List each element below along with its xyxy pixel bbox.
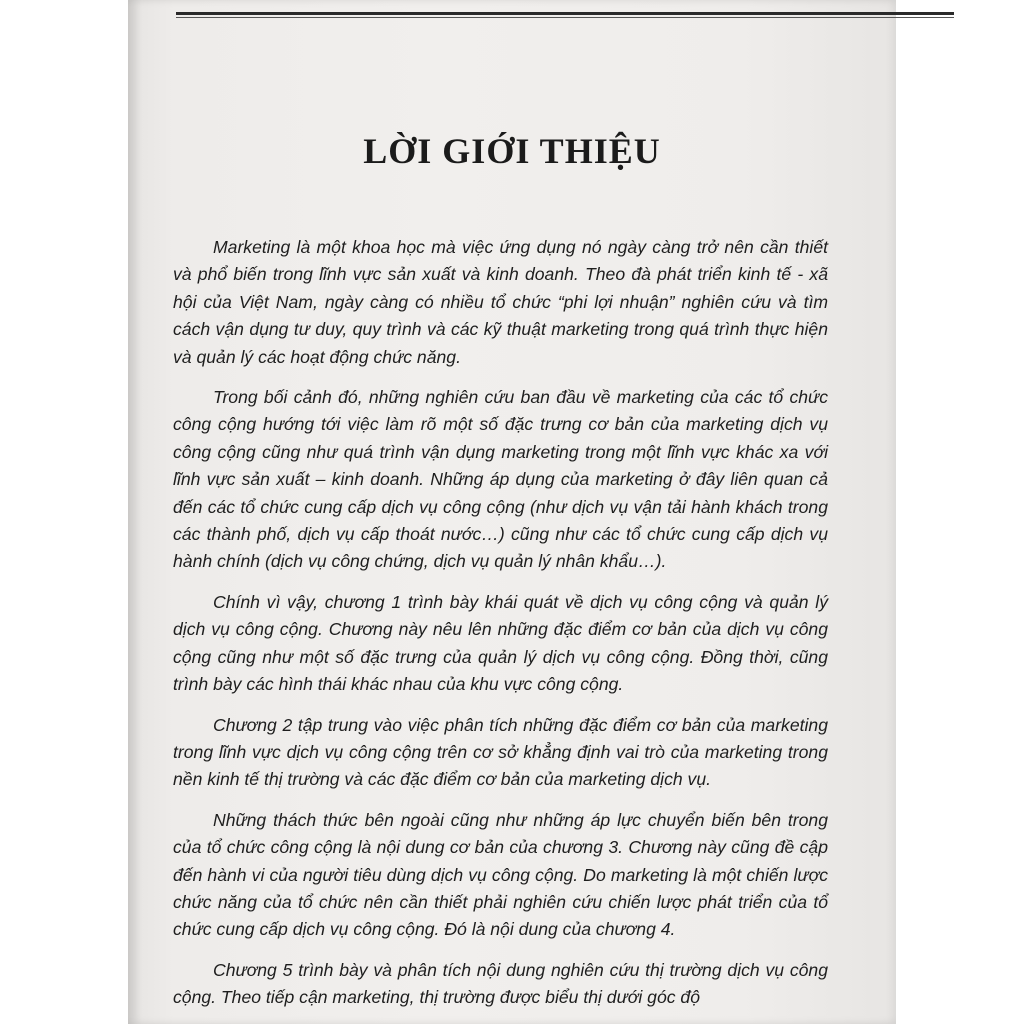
paragraph-4: Chương 2 tập trung vào việc phân tích những đặc điểm cơ bản của marketing trong lĩnh vực dịch vụ công cộng trên cơ sở khẳng định vai trò của marketing trong nền kinh tế thị trường và các đặc điểm cơ bản của marketing dịch vụ. bbox=[173, 714, 828, 790]
header-rule bbox=[176, 12, 954, 15]
paragraph-5: Những thách thức bên ngoài cũng như những áp lực chuyển biến bên trong của tổ chức công cộng là nội dung cơ bản của chương 3. Chương này cũng đề cập đến hành vi của người tiêu dùng dịch vụ công cộng. Do marketing là một chiến lược chức năng của tổ chức nên cần thiết phải nghiên cứu chiến lược phát triển của tổ chức cung cấp dịch vụ công cộng. Đó là nội dung của chương 4. bbox=[173, 809, 828, 940]
paragraph-1: Marketing là một khoa học mà việc ứng dụng nó ngày càng trở nên cần thiết và phổ biến trong lĩnh vực sản xuất và kinh doanh. Theo đà phát triển kinh tế - xã hội của Việt Nam, ngày càng có nhiều tổ chức “phi lợi nhuận” nghiên cứu và tìm cách vận dụng tư duy, quy trình và các kỹ thuật marketing trong quá trình thực hiện và quản lý các hoạt động chức năng. bbox=[173, 237, 828, 367]
introduction-body bbox=[173, 234, 828, 1024]
paragraph-2: Trong bối cảnh đó, những nghiên cứu ban đầu về marketing của các tổ chức công cộng hướng tới việc làm rõ một số đặc trưng cơ bản của marketing dịch vụ công cộng cũng như quá trình vận dụng marketing trong một lĩnh vực khác xa với lĩnh vực sản xuất – kinh doanh. Những áp dụng của marketing ở đây liên quan cả đến các tổ chức cung cấp dịch vụ công cộng (như dịch vụ vận tải hành khách trong các thành phố, dịch vụ cấp thoát nước…) cũng như các tổ chức cung cấp dịch vụ hành chính (dịch vụ công chứng, dịch vụ quản lý nhân khẩu…). bbox=[173, 387, 828, 572]
header-rule-thin bbox=[176, 17, 954, 18]
paragraph-3: Chính vì vậy, chương 1 trình bày khái quát về dịch vụ công cộng và quản lý dịch vụ công cộng. Chương này nêu lên những đặc điểm cơ bản của dịch vụ công cộng cũng như một số đặc trưng của quản lý dịch vụ công cộng. Đồng thời, cũng trình bày các hình thái khác nhau của khu vực công cộng. bbox=[173, 591, 828, 695]
paragraph-6: Chương 5 trình bày và phân tích nội dung nghiên cứu thị trường dịch vụ công cộng. Theo tiếp cận marketing, thị trường được biểu thị dưới góc độ bbox=[173, 959, 828, 1008]
page-title: LỜI GIỚI THIỆU bbox=[363, 131, 661, 171]
